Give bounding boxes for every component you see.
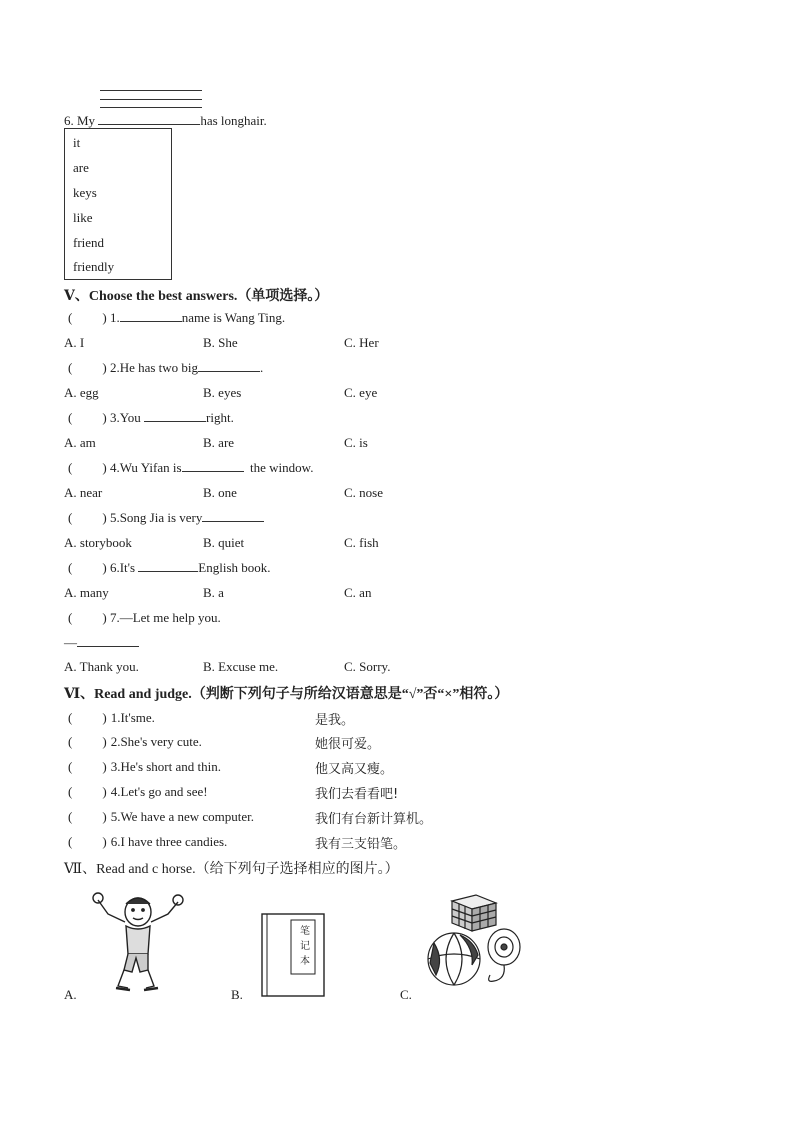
question-6: ( ) 6.It's English book. (68, 560, 271, 575)
word-bank-item: it (73, 135, 81, 150)
question-3: ( ) 3.You right. (68, 410, 234, 425)
decorative-line (100, 107, 202, 108)
toys-picture (424, 893, 530, 989)
answer-blank[interactable] (138, 570, 198, 572)
answer-blank[interactable] (144, 420, 206, 422)
strong-boy-picture (88, 888, 188, 994)
option: A. storybook (64, 535, 132, 550)
option: C. an (344, 585, 372, 600)
option: B. quiet (203, 535, 245, 550)
notebook-title: 笔记本 (300, 926, 310, 967)
option: B. She (203, 335, 238, 350)
word-bank-item: like (73, 210, 93, 225)
word-bank-item: friend (73, 235, 105, 250)
answer-blank[interactable] (98, 123, 200, 125)
judge-item: ( ) 3.He's short and thin. (68, 759, 221, 774)
word-bank-item: are (73, 160, 89, 175)
q6-suffix: has longhair. (200, 113, 267, 128)
section-6-title: Ⅵ、Read and judge.（判断下列句子与所给汉语意思是“√”否“×”相符。） (64, 687, 509, 702)
word-bank-item: friendly (73, 259, 115, 274)
section-5-title: Ⅴ、Choose the best answers.（单项选择。） (64, 289, 329, 304)
option: C. Her (344, 335, 379, 350)
judge-item-cn: 她很可爱。 (315, 737, 381, 752)
picture-label-a: A. (64, 987, 77, 1002)
judge-item: ( ) 2.She's very cute. (68, 734, 202, 749)
q6-line (64, 113, 267, 129)
decorative-line (100, 90, 202, 91)
option: A. am (64, 435, 96, 450)
decorative-line (100, 99, 202, 100)
answer-blank[interactable] (77, 645, 139, 647)
option: B. Excuse me. (203, 659, 279, 674)
option: C. nose (344, 485, 383, 500)
question-7-reply: — (64, 635, 139, 651)
question-4: ( ) 4.Wu Yifan is the window. (68, 460, 314, 475)
option: A. I (64, 335, 85, 350)
picture-label-b: B. (231, 987, 243, 1002)
answer-blank[interactable] (182, 470, 244, 472)
option: C. fish (344, 535, 379, 550)
option: C. eye (344, 385, 378, 400)
answer-blank[interactable] (198, 370, 260, 372)
word-bank (64, 128, 172, 280)
judge-item: ( ) 1.It'sme. (68, 710, 155, 725)
word-bank-item: keys (73, 185, 97, 200)
judge-item-cn: 我有三支铅笔。 (315, 837, 407, 852)
judge-item: ( ) 4.Let's go and see! (68, 784, 208, 799)
option: A. Thank you. (64, 659, 139, 674)
question-1: ( ) 1. name is Wang Ting. (68, 310, 286, 325)
option: A. near (64, 485, 103, 500)
answer-blank[interactable] (120, 320, 182, 322)
question-5: ( ) 5.Song Jia is very (68, 510, 264, 526)
option: B. eyes (203, 385, 242, 400)
notebook-picture (258, 912, 328, 998)
question-7: ( ) 7.—Let me help you. (68, 610, 221, 625)
judge-item-cn: 他又高又瘦。 (315, 762, 394, 777)
option: C. Sorry. (344, 659, 391, 674)
option: B. a (203, 585, 224, 600)
picture-label-c: C. (400, 987, 412, 1002)
judge-item-cn: 我们去看看吧! (315, 787, 399, 802)
question-2: ( ) 2.He has two big . (68, 360, 264, 375)
q6-prefix: 6. My (64, 113, 96, 128)
judge-item: ( ) 6.I have three candies. (68, 834, 228, 849)
option: C. is (344, 435, 368, 450)
judge-item-cn: 我们有台新计算机。 (315, 812, 433, 827)
answer-blank[interactable] (202, 520, 264, 522)
judge-item-cn: 是我。 (315, 713, 355, 728)
option: A. egg (64, 385, 99, 400)
judge-item: ( ) 5.We have a new computer. (68, 809, 255, 824)
option: B. one (203, 485, 237, 500)
option: B. are (203, 435, 235, 450)
section-7-title: Ⅶ、Read and c horse.（给下列句子选择相应的图片。） (64, 862, 399, 877)
option: A. many (64, 585, 109, 600)
